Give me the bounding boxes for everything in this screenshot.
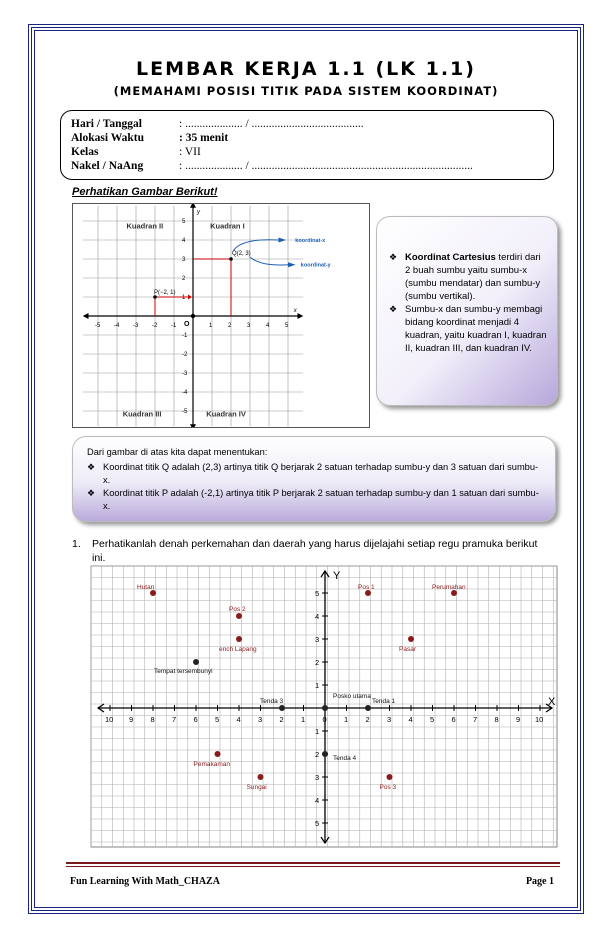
map-point [408, 636, 414, 642]
camp-map-svg [90, 565, 560, 850]
info-value: : .................... / ............................................................................. [179, 160, 473, 172]
x-tick-label: -5 [95, 323, 101, 329]
x-tick-label: -1 [171, 323, 177, 329]
y-tick-label: 2 [315, 750, 320, 759]
callout-item-bold: Koordinat Cartesius [405, 252, 496, 263]
point-p-label: P(−2, 1) [154, 290, 176, 296]
y-tick-label: 1 [315, 727, 320, 736]
y-tick-label: 2 [315, 658, 320, 667]
map-point-label: Sungai [246, 784, 267, 791]
koordinat-x-label: koordinat-x [295, 238, 326, 244]
y-tick-label: -3 [182, 371, 188, 377]
x-tick-label: 2 [365, 715, 370, 724]
x-tick-label: 5 [215, 715, 220, 724]
x-tick-label: 5 [285, 323, 289, 329]
footer-rule [66, 862, 560, 864]
x-tick-label: 5 [430, 715, 435, 724]
info-row-name [71, 159, 543, 173]
y-tick-label: 4 [182, 238, 186, 244]
question-text: Perhatikanlah denah perkemahan dan daerah yang harus dijelajahi setiap regu pramuka berikut ini. [92, 538, 538, 564]
x-tick-label: -3 [133, 323, 139, 329]
info-label: Hari / Tanggal [71, 118, 142, 130]
map-point-label: Tenda 4 [333, 755, 357, 762]
student-info-box [60, 110, 554, 180]
x-tick-label: -4 [114, 323, 120, 329]
x-tick-label: 7 [172, 715, 177, 724]
origin-label: O [184, 321, 190, 328]
x-tick-label: 3 [258, 715, 263, 724]
info-value: : VII [179, 146, 201, 158]
diamond-bullet-icon: ❖ [87, 488, 96, 498]
callout-item [389, 303, 547, 355]
y-tick-label: 5 [315, 589, 320, 598]
koordinat-y-label: koordinat-y [300, 262, 331, 269]
x-tick-label: 0 [322, 715, 327, 724]
quadrant-label: Kuadran IV [206, 409, 246, 419]
cartesian-figure-svg [73, 204, 369, 427]
y-tick-label: 5 [315, 819, 320, 828]
info-value: : .................... / ....................................... [179, 118, 364, 130]
worksheet-subtitle: (MEMAHAMI POSISI TITIK PADA SISTEM KOORDINAT) [113, 84, 499, 98]
arrow-head-icon [288, 262, 296, 267]
x-tick-label: 2 [279, 715, 284, 724]
quadrant-label: Kuadran III [122, 409, 162, 419]
y-tick-label: -1 [182, 333, 188, 339]
map-point-label: Hutan [137, 584, 155, 591]
x-tick-label: 2 [228, 323, 232, 329]
footer-brand: Fun Learning With Math_CHAZA [70, 876, 220, 887]
map-point-label: Pasar [399, 646, 416, 653]
map-point-label: Pos 3 [379, 784, 397, 791]
camp-map-figure [90, 565, 560, 850]
cartesian-figure [72, 203, 370, 428]
map-point [322, 751, 328, 757]
diamond-bullet-icon: ❖ [389, 252, 398, 262]
y-tick-label: -5 [182, 409, 188, 415]
explanation-item [87, 487, 545, 513]
page-number: Page 1 [525, 876, 554, 887]
x-tick-label: 6 [451, 715, 456, 724]
explanation-item-text: Koordinat titik Q adalah (2,3) artinya titik Q berjarak 2 satuan terhadap sumbu-y dan 3 satuan dari sumbu-x. [103, 462, 539, 485]
info-label: Nakel / NaAng [71, 160, 144, 172]
map-point-label: Pos 2 [229, 606, 246, 613]
y-axis-arrow-icon [190, 204, 196, 208]
map-point [236, 636, 242, 642]
y-tick-label: -4 [182, 390, 188, 396]
x-tick-label: 10 [105, 715, 114, 724]
y-axis-label: Y [333, 570, 341, 582]
map-point-label: ench Lapang [219, 646, 257, 653]
point-q [229, 257, 233, 261]
map-point [215, 751, 221, 757]
info-label: Alokasi Waktu [71, 132, 144, 144]
map-point-label: Posko utama [333, 693, 371, 700]
footer-rule-thin [66, 866, 560, 867]
info-row-date [71, 117, 543, 131]
y-axis-label: y [197, 209, 200, 216]
callout-item [389, 251, 547, 303]
map-point-label: Tenda 3 [260, 698, 284, 705]
cartesian-callout [376, 216, 558, 406]
y-tick-label: 4 [315, 612, 320, 621]
map-point [193, 659, 199, 665]
y-tick-label: 1 [315, 681, 320, 690]
map-point-label: Pos 1 [358, 584, 375, 591]
arrow-head-icon [188, 295, 192, 300]
x-tick-label: 6 [193, 715, 198, 724]
question-1 [72, 537, 552, 565]
y-tick-label: 3 [315, 773, 320, 782]
info-row-time [71, 131, 543, 145]
diamond-bullet-icon: ❖ [87, 462, 96, 472]
x-tick-label: 3 [247, 323, 251, 329]
x-tick-label: 9 [516, 715, 521, 724]
x-tick-label: 1 [344, 715, 349, 724]
explanation-intro: Dari gambar di atas kita dapat menentukan: [87, 447, 268, 457]
x-tick-label: 7 [473, 715, 478, 724]
x-axis-label: x [293, 308, 297, 314]
explanation-item-text: Koordinat titik P adalah (-2,1) artinya titik P berjarak 2 satuan terhadap sumbu-y dan 1 satuan dari sumbu-x. [103, 488, 539, 511]
diamond-bullet-icon: ❖ [389, 304, 398, 314]
arrow-head-icon [279, 238, 287, 243]
y-tick-label: -2 [182, 352, 188, 358]
x-tick-label: 4 [236, 715, 241, 724]
map-point [279, 705, 285, 711]
koordinat-x-arrow [233, 240, 279, 252]
point-q-label: Q(2, 3) [232, 251, 251, 257]
y-tick-label: 4 [315, 796, 320, 805]
x-axis-label: X [548, 696, 556, 708]
info-label: Kelas [71, 146, 99, 158]
x-tick-label: 4 [266, 323, 270, 329]
callout-item-text: Sumbu-x dan sumbu-y membagi bidang koordinat menjadi 4 kuadran, yaitu kuadran I, kuadran II, kuadran III, dan kuadran IV. [405, 304, 547, 354]
section-heading: Perhatikan Gambar Berikut! [72, 186, 218, 198]
x-axis-arrow-icon [83, 313, 89, 319]
map-point-label: Tempat tersembunyi [154, 668, 213, 675]
map-point [387, 774, 393, 780]
x-tick-label: 4 [408, 715, 413, 724]
explanation-callout [72, 436, 556, 522]
map-point [322, 705, 328, 711]
x-axis-arrow-icon [298, 313, 304, 319]
x-tick-label: 1 [301, 715, 306, 724]
map-point-label: Tenda 1 [372, 698, 396, 705]
y-axis-arrow-icon [190, 424, 196, 427]
y-tick-label: 5 [182, 219, 186, 225]
explanation-item [87, 461, 545, 487]
map-point-label: Pemakaman [193, 761, 230, 768]
map-point [365, 705, 371, 711]
y-tick-label: 2 [182, 276, 186, 282]
y-tick-label: 3 [315, 635, 320, 644]
quadrant-label: Kuadran I [210, 221, 245, 231]
x-tick-label: 8 [150, 715, 155, 724]
callout-item-text: terdiri dari 2 buah sumbu yaitu sumbu-x (sumbu mendatar) dan sumbu-y (sumbu vertikal). [405, 252, 541, 302]
x-tick-label: 8 [494, 715, 499, 724]
quadrant-label: Kuadran II [126, 221, 164, 231]
info-value: : 35 menit [179, 132, 229, 144]
map-point-label: Perumahan [432, 584, 466, 591]
y-tick-label: 1 [182, 295, 186, 301]
x-tick-label: 3 [387, 715, 392, 724]
x-tick-label: 1 [209, 323, 213, 329]
y-tick-label: 3 [182, 257, 186, 263]
x-tick-label: -2 [152, 323, 158, 329]
map-point [258, 774, 264, 780]
x-tick-label: 9 [129, 715, 134, 724]
origin-point [191, 314, 195, 318]
worksheet-title: LEMBAR KERJA 1.1 (LK 1.1) [136, 58, 476, 80]
x-tick-label: 10 [535, 715, 544, 724]
info-row-class [71, 145, 543, 159]
map-point [236, 613, 242, 619]
question-number: 1. [72, 538, 81, 550]
